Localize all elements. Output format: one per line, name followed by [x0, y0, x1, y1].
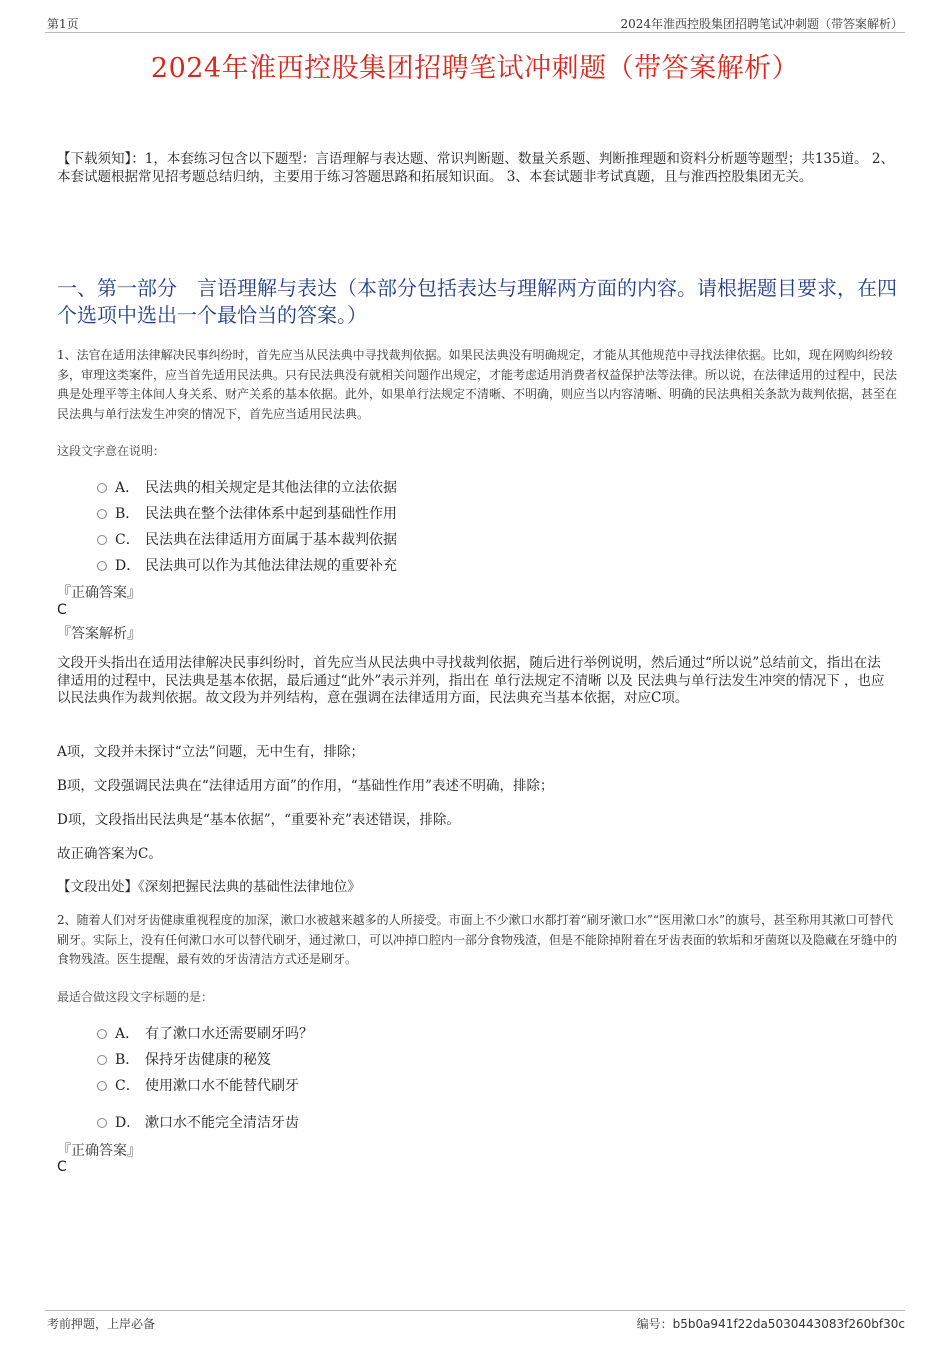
question-1-text: 1、法官在适用法律解决民事纠纷时，首先应当从民法典中寻找裁判依据。如果民法典没有明确规定，才能从其他规范中寻找法律依据。比如，现在网购纠纷较多，审理这类案件，应当首先适用民法典。只有民法典没有就相关问题作出规定，才能考虑适用消费者权益保护法等法律。所以说，在法律适用的过程中，民法典是处理平等主体间人身关系、财产关系的基本依据。此外，如果单行法规定不清晰、不明确，则应当以内容清晰、明确的民法典相关条款为裁判依据，甚至在民法典与单行法发生冲突的情况下，首先应当适用民法典。 [57, 348, 898, 421]
q2-option-b[interactable]: B． 保持牙齿健康的秘笈 [97, 1049, 271, 1069]
header-doc-title: 2024年淮西控股集团招聘笔试冲刺题（带答案解析） [620, 17, 903, 31]
q1-option-c[interactable]: C． 民法典在法律适用方面属于基本裁判依据 [97, 529, 397, 549]
question-2-prompt: 最适合做这段文字标题的是： [57, 990, 214, 1004]
radio-icon[interactable] [97, 1081, 107, 1091]
radio-icon[interactable] [97, 1029, 107, 1039]
q1-source: 【文段出处】《深刻把握民法典的基础性法律地位》 [57, 879, 361, 895]
q1-conclusion: 故正确答案为C。 [57, 846, 162, 862]
q2-option-c[interactable]: C． 使用漱口水不能替代刷牙 [97, 1075, 299, 1095]
radio-icon[interactable] [97, 561, 107, 571]
radio-icon[interactable] [97, 1118, 107, 1128]
q1-note-a: A项，文段并未探讨“立法”问题，无中生有，排除； [57, 744, 365, 760]
page-title: 2024年淮西控股集团招聘笔试冲刺题（带答案解析） [150, 53, 800, 84]
radio-icon[interactable] [97, 1055, 107, 1065]
q1-option-a[interactable]: A． 民法典的相关规定是其他法律的立法依据 [97, 477, 397, 497]
footer-serial [637, 1315, 905, 1332]
q2-option-d[interactable]: D． 漱口水不能完全清洁牙齿 [97, 1112, 299, 1132]
question-2-text: 2、随着人们对牙齿健康重视程度的加深，漱口水被越来越多的人所接受。市面上不少漱口水都打着“刷牙漱口水”“医用漱口水”的旗号，甚至称用其漱口可替代刷牙。实际上，没有任何漱口水可以替代刷牙，通过漱口，可以冲掉口腔内一部分食物残渣，但是不能除掉附着在牙齿表面的软垢和牙菌斑以及隐藏在牙缝中的食物残渣。医生提醒，最有效的牙齿清洁方式还是刷牙。 [57, 913, 898, 966]
header-divider [45, 32, 905, 33]
serial-code: b5b0a941f22da5030443083f260bf30c [672, 1317, 905, 1331]
q2-option-a[interactable]: A． 有了漱口水还需要刷牙吗？ [97, 1023, 313, 1043]
q1-option-d[interactable]: D． 民法典可以作为其他法律法规的重要补充 [97, 555, 397, 575]
q1-answer-label: 『正确答案』 [57, 585, 141, 601]
question-1-prompt: 这段文字意在说明： [57, 444, 166, 458]
page-number: 第1页 [47, 17, 79, 31]
download-notice: 【下载须知】：1，本套练习包含以下题型：言语理解与表达题、常识判断题、数量关系题、判断推理题和资料分析题等题型；共135道。 2、本套试题根据常见招考题总结归纳，主要用于练习答题思路和拓展知识面。 3、本套试题非考试真题，且与淮西控股集团无关。 [57, 151, 894, 185]
q1-option-b[interactable]: B． 民法典在整个法律体系中起到基础性作用 [97, 503, 397, 523]
radio-icon[interactable] [97, 509, 107, 519]
q1-analysis-label: 『答案解析』 [57, 626, 141, 642]
q2-answer: C [57, 1159, 67, 1175]
q1-note-d: D项，文段指出民法典是“基本依据”，“重要补充”表述错误，排除。 [57, 812, 460, 828]
q1-answer: C [57, 602, 67, 618]
radio-icon[interactable] [97, 483, 107, 493]
radio-icon[interactable] [97, 535, 107, 545]
footer-slogan: 考前押题，上岸必备 [47, 1317, 156, 1331]
footer-divider [45, 1310, 905, 1311]
q1-analysis: 文段开头指出在适用法律解决民事纠纷时，首先应当从民法典中寻找裁判依据，随后进行举例说明，然后通过“所以说”总结前文，指出在法律适用的过程中，民法典是基本依据，最后通过“此外”表示并列，指出在 单行法规定不清晰 以及 民法典与单行法发生冲突的情况下 ，也应以民法典作为裁判依据。故文段为并列结构，意在强调在法律适用方面，民法典充当基本依据，对应C项。 [57, 655, 885, 706]
serial-label: 编号： [636, 1317, 673, 1331]
q1-note-b: B项，文段强调民法典在“法律适用方面”的作用，“基础性作用”表述不明确，排除； [57, 778, 554, 794]
q2-answer-label: 『正确答案』 [57, 1143, 141, 1159]
section-heading: 一、第一部分 言语理解与表达（本部分包括表达与理解两方面的内容。请根据题目要求，在四个选项中选出一个最恰当的答案。） [57, 276, 897, 327]
